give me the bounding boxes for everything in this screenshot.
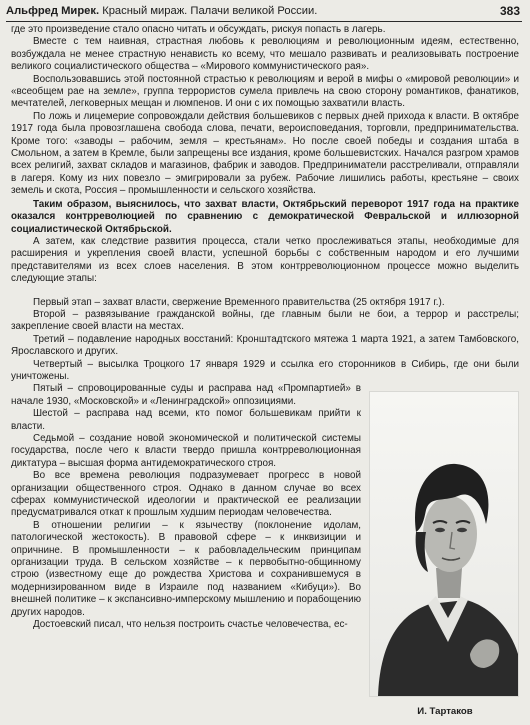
portrait-drawing <box>370 392 518 696</box>
stage-item: Первый этап – захват власти, свержение Временного правительства (25 октября 1917 г.). <box>33 296 445 308</box>
running-header <box>6 3 522 22</box>
stage-item: Шестой – расправа над всеми, кто помог большевикам прийти к власти. <box>11 408 361 432</box>
paragraph: Во все времена революция подразумевает прогресс в новой организации общественного строя. Однако в данном случае во всех сферах коммунистической идеологии и практической ее реализации предусматривался откат к прошлым худшим периодам человечества. <box>11 470 361 519</box>
paragraph: В отношении религии – к язычеству (поклонение идолам, патологической жестокость). В правовой сфере – к инквизиции и опричнине. В промышленности – к рабовладельческим принципам организации труда. В сельском хозяйстве – к первобытно-общинному строю (известному еще до рождества Христова и сохранившемуся в модернизированном виде в Израиле под названием «Кибуци»). Во внешней политике – к экспансивно-имперскому мышлению и порабощению других народов. <box>11 519 361 618</box>
paragraph: Вместе с тем наивная, страстная любовь к революциям и революционным идеям, естественно, возбуждала не менее страстную ненависть ко всему, что мешало развивать и реализовывать построение великого социалистического общества – «Мирового коммунистического рая». <box>11 36 519 73</box>
paragraph: где это произведение стало опасно читать и обсуждать, рискуя попасть в лагерь. <box>11 24 386 35</box>
portrait-caption: И. Тартаков <box>417 706 473 718</box>
portrait-photo-icon <box>369 391 519 697</box>
bold-conclusion-paragraph: Таким образом, выяснилось, что захват власти, Октябрьский переворот 1917 года на практике оказался контрреволюцией по сравнению с демократической Февральской и иллюзорной социалистической Октябрьской. <box>11 198 519 235</box>
stage-item: Четвертый – высылка Троцкого 17 января 1929 и ссылка его сторонников в Сибирь, где они были уничтожены. <box>11 358 519 382</box>
stage-item: Второй – развязывание гражданской войны, где главным были не бои, а террор и расстрелы; закрепление своей власти на местах. <box>11 308 519 333</box>
paragraph: Воспользовавшись этой постоянной страстью к революциям и верой в мифы о «мировой революции» и «всеобщем рае на земле», группа террористов сумела привлечь на свою сторону романтиков, фанатиков, мечтателей, легковерных мещан и люмпенов. И они с их помощью захватили власть. <box>11 73 519 110</box>
header-author: Альфред Мирек. <box>6 5 100 17</box>
paragraph: По ложь и лицемерие сопровождали действия большевиков с первых дней прихода к власти. В октябре 1917 года была провозглашена свобода слова, печати, вероисповедания, торговли, предпринимательства. Кроме того: «заводы – рабочим, земля – крестьянам». Но после своей победы и создания штаба в Смольном, а затем в Кремле, были запрещены все издания, кроме большевистских. Начался разгром храмов всех религий, захват складов и магазинов, фабрик и заводов. Предприниматели расстреливали, отправляли в лагеря. Кому из них повезло – эмигрировали за рубеж. Рабочие лишились работы, крестьяне – своих земель и скота, Россия – промышленности и сельского хозяйства. <box>11 110 519 197</box>
paragraph: Достоевский писал, что нельзя построить счастье человечества, ес- <box>33 619 348 631</box>
header-book-title: Красный мираж. Палачи великой России. <box>102 5 318 17</box>
page-body <box>11 24 519 725</box>
page-number: 383 <box>499 4 520 18</box>
paragraph: А затем, как следствие развития процесса, стали четко прослеживаться этапы, необходимые для расширения и укрепления своей власти, успешной борьбы с собственным народом и его лучшими представителями из всех слоев населения. В этом контрреволюционном процессе можно выделить следующие этапы: <box>11 235 519 285</box>
stage-item: Седьмой – создание новой экономической и политической системы государства, после чего к власти твердо пришла контрреволюционная диктатура – высшая форма антидемократического строя. <box>11 433 361 469</box>
portrait-figure <box>369 391 521 725</box>
stage-item: Третий – подавление народных восстаний: Кронштадтского мятежа 1 марта 1921, а затем Тамбовского, Ярославского и других. <box>11 333 519 358</box>
stage-item: Пятый – спровоцированные суды и расправа над «Промпартией» в начале 1930, «Московской» и «Ленинградской» оппозициями. <box>11 383 361 407</box>
